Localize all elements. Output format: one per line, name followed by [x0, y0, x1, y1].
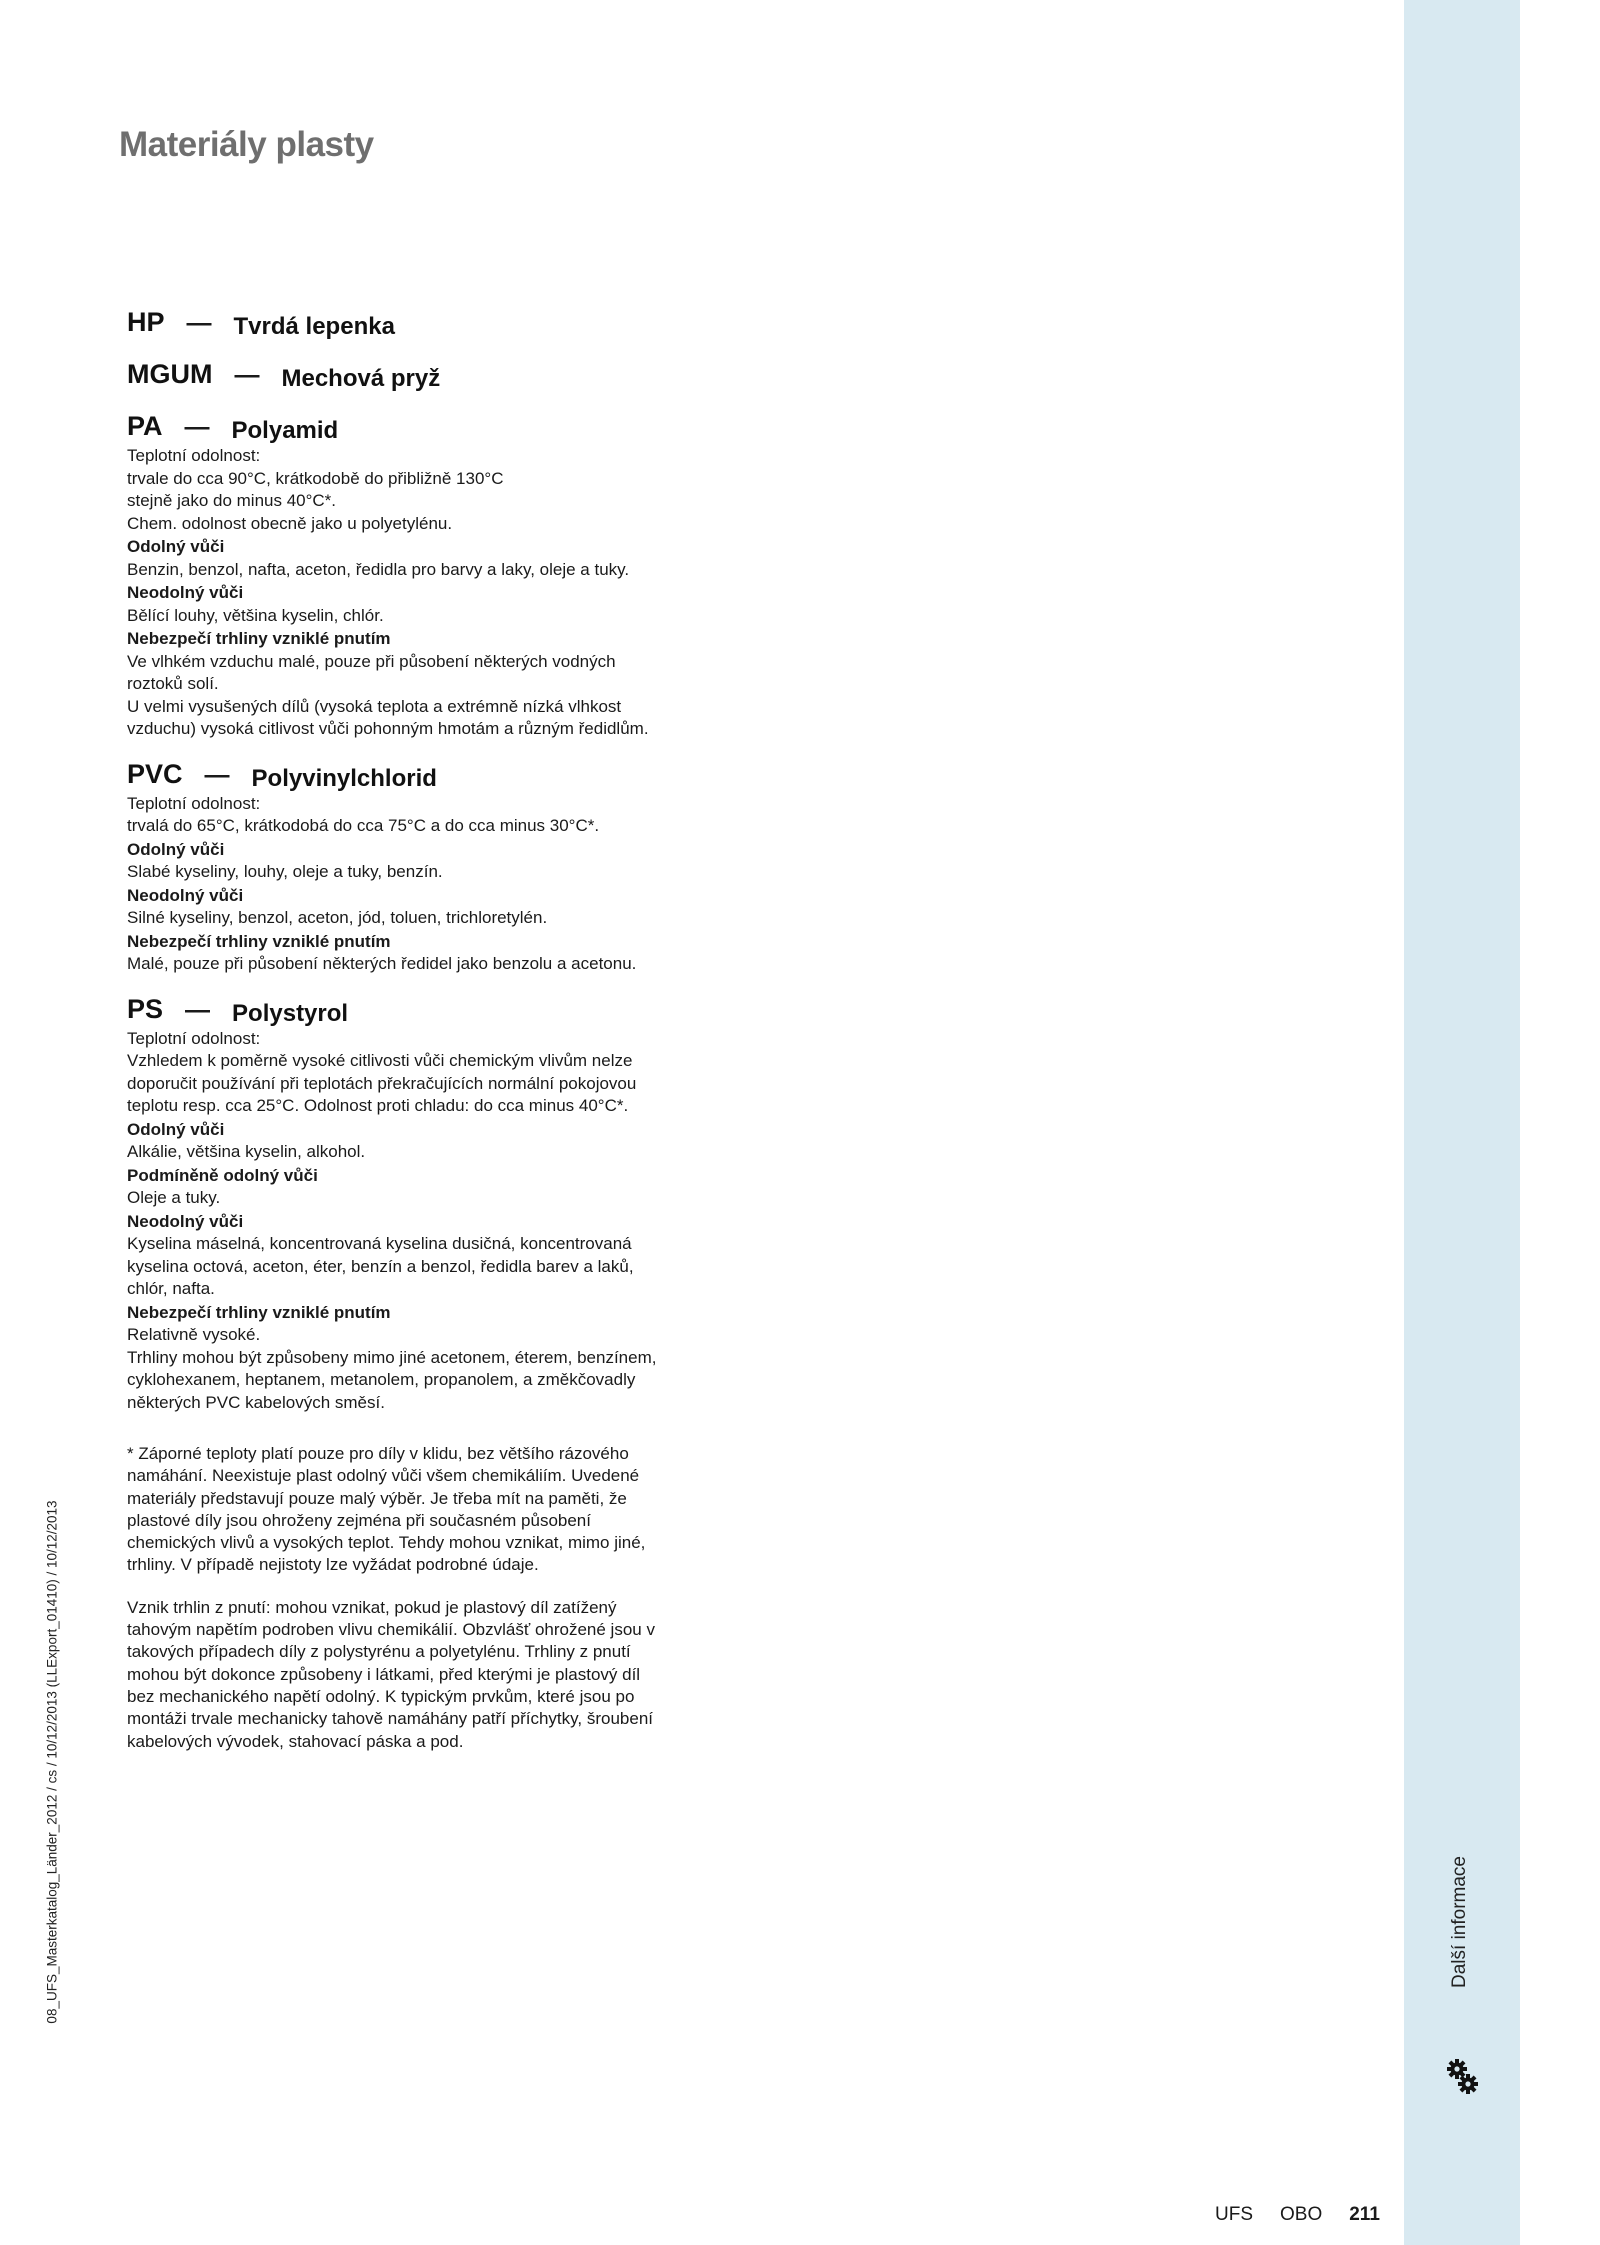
- footnote-paragraph: [127, 1443, 727, 1577]
- material-heading: [127, 992, 747, 1028]
- footnote-line: kabelových vývodek, stahovací páska a pod.: [127, 1731, 464, 1751]
- property-label: Podmíněně odolný vůči: [127, 1165, 318, 1185]
- page-title: Materiály plasty: [119, 125, 374, 164]
- footer-brand-obo: OBO: [1280, 2204, 1323, 2225]
- property-text-line: chlór, nafta.: [127, 1279, 215, 1298]
- property-text-line: Chem. odolnost obecně jako u polyetylénu.: [127, 513, 453, 533]
- material-heading: [127, 409, 747, 445]
- footnote-line: tahovým napětím podroben vlivu chemikálií. Obzvlášť ohrožené jsou v: [127, 1620, 655, 1640]
- footnotes: [127, 1443, 727, 1773]
- footnote-line: Vznik trhlin z pnutí: mohou vznikat, pokud je plastový díl zatížený: [127, 1597, 617, 1617]
- property-text-line: Malé, pouze při působení některých ředidel jako benzolu a acetonu.: [127, 954, 637, 973]
- heading-dash: —: [234, 361, 260, 389]
- property-text-line: Relativně vysoké.: [127, 1325, 261, 1344]
- property-text-line: Teplotní odolnost:: [127, 446, 261, 465]
- property-text-line: Vzhledem k poměrně vysoké citlivosti vůči chemickým vlivům nelze: [127, 1051, 633, 1070]
- footnote-line: trhliny. V případě nejistoty lze vyžádat podrobné údaje.: [127, 1555, 539, 1575]
- material-heading: [127, 305, 747, 341]
- property-label: Odolný vůči: [127, 537, 225, 556]
- material-section-pa: [127, 409, 747, 741]
- material-code: MGUM: [127, 359, 213, 389]
- material-code: PVC: [127, 758, 183, 789]
- material-section-pvc: [127, 757, 747, 976]
- property-text-line: vzduchu) vysoká citlivost vůči pohonným hmotám a různým ředidlům.: [127, 719, 649, 738]
- footer-brand-ufs: UFS: [1215, 2204, 1253, 2225]
- property-text-line: kyselina octová, aceton, éter, benzín a benzol, ředidla barev a laků,: [127, 1256, 634, 1276]
- footnote-line: plastové díly jsou ohroženy zejména při současném působení: [127, 1510, 591, 1530]
- material-code: HP: [127, 307, 165, 337]
- material-section-ps: [127, 992, 747, 1415]
- heading-dash: —: [185, 995, 211, 1024]
- property-text-line: Alkálie, většina kyselin, alkohol.: [127, 1142, 366, 1161]
- property-text-line: U velmi vysušených dílů (vysoká teplota a extrémně nízká vlhkost: [127, 696, 622, 716]
- material-heading: [127, 757, 747, 793]
- property-text-line: stejně jako do minus 40°C*.: [127, 491, 337, 510]
- footnote-line: mohou být dokonce způsobeny i látkami, před kterými je plastový díl: [127, 1664, 641, 1684]
- footnote-paragraph: [127, 1597, 727, 1753]
- property-text-line: cyklohexanem, heptanem, metanolem, propanolem, a změkčovadly: [127, 1370, 636, 1389]
- property-text-line: Silné kyseliny, benzol, aceton, jód, toluen, trichloretylén.: [127, 908, 548, 927]
- property-text-line: doporučit používání při teplotách překračujících normální pokojovou: [127, 1073, 637, 1093]
- property-text-line: trvalá do 65°C, krátkodobá do cca 75°C a do cca minus 30°C*.: [127, 816, 600, 835]
- property-label: Odolný vůči: [127, 839, 225, 859]
- material-section-mgum: [127, 357, 747, 393]
- property-label: Neodolný vůči: [127, 583, 244, 602]
- material-name: Tvrdá lepenka: [233, 313, 395, 340]
- material-name: Polyamid: [231, 417, 339, 444]
- footnote-line: * Záporné teploty platí pouze pro díly v klidu, bez většího rázového: [127, 1444, 629, 1463]
- property-text-line: Oleje a tuky.: [127, 1188, 221, 1207]
- property-label: Neodolný vůči: [127, 885, 244, 905]
- material-code: PA: [127, 411, 163, 441]
- sidebar-section-label[interactable]: Další informace: [1449, 1856, 1470, 1988]
- footnote-line: chemických vlivů a vysokých teplot. Tehdy mohou vznikat, mimo jiné,: [127, 1533, 646, 1553]
- material-code: PS: [127, 993, 164, 1024]
- page-number: 211: [1349, 2204, 1380, 2225]
- heading-dash: —: [186, 309, 212, 337]
- material-name: Polyvinylchlorid: [251, 764, 437, 792]
- heading-dash: —: [204, 760, 230, 789]
- material-section-hp: [127, 305, 747, 341]
- footnote-line: takových případech díly z polystyrénu a polyetylénu. Trhliny z pnutí: [127, 1642, 631, 1662]
- footnote-line: bez mechanického napětí odolný. K typickým prvkům, které jsou po: [127, 1686, 635, 1706]
- material-name: Polystyrol: [232, 999, 349, 1027]
- materials-content: [127, 305, 747, 1430]
- page-footer: [1215, 2204, 1395, 2226]
- property-label: Nebezpečí trhliny vzniklé pnutím: [127, 931, 391, 951]
- footnote-line: namáhání. Neexistuje plast odolný vůči všem chemikáliím. Uvedené: [127, 1466, 640, 1486]
- property-text-line: Teplotní odolnost:: [127, 793, 261, 813]
- property-label: Nebezpečí trhliny vzniklé pnutím: [127, 629, 391, 648]
- property-text-line: Bělící louhy, většina kyselin, chlór.: [127, 605, 384, 625]
- property-text-line: Kyselina máselná, koncentrovaná kyselina dusičná, koncentrovaná: [127, 1234, 632, 1253]
- material-heading: [127, 357, 747, 393]
- property-text-line: Trhliny mohou být způsobeny mimo jiné acetonem, éterem, benzínem,: [127, 1347, 657, 1367]
- property-text-line: trvale do cca 90°C, krátkodobě do přibližně 130°C: [127, 468, 504, 488]
- material-name: Mechová pryž: [281, 365, 441, 392]
- footnote-line: montáži trvale mechanicky tahově namáhány patří příchytky, šroubení: [127, 1709, 653, 1729]
- property-text-line: Teplotní odolnost:: [127, 1028, 261, 1048]
- document-metadata: 08_UFS_Masterkatalog_Länder_2012 / cs / 10/12/2013 (LLExport_01410) / 10/12/2013: [44, 1500, 60, 2024]
- heading-dash: —: [184, 413, 210, 441]
- property-text-line: některých PVC kabelových směsí.: [127, 1392, 385, 1412]
- property-text-line: Benzin, benzol, nafta, aceton, ředidla pro barvy a laky, oleje a tuky.: [127, 559, 630, 579]
- property-text-line: Ve vlhkém vzduchu malé, pouze při působení některých vodných: [127, 651, 616, 671]
- footnote-line: materiály představují pouze malý výběr. Je třeba mít na paměti, že: [127, 1488, 627, 1508]
- property-text-line: Slabé kyseliny, louhy, oleje a tuky, benzín.: [127, 862, 443, 881]
- property-text-line: teplotu resp. cca 25°C. Odolnost proti chladu: do cca minus 40°C*.: [127, 1096, 629, 1115]
- property-label: Nebezpečí trhliny vzniklé pnutím: [127, 1302, 391, 1322]
- property-label: Odolný vůči: [127, 1119, 225, 1139]
- gears-icon: [1446, 2058, 1480, 2096]
- property-text-line: roztoků solí.: [127, 674, 219, 693]
- property-label: Neodolný vůči: [127, 1211, 244, 1231]
